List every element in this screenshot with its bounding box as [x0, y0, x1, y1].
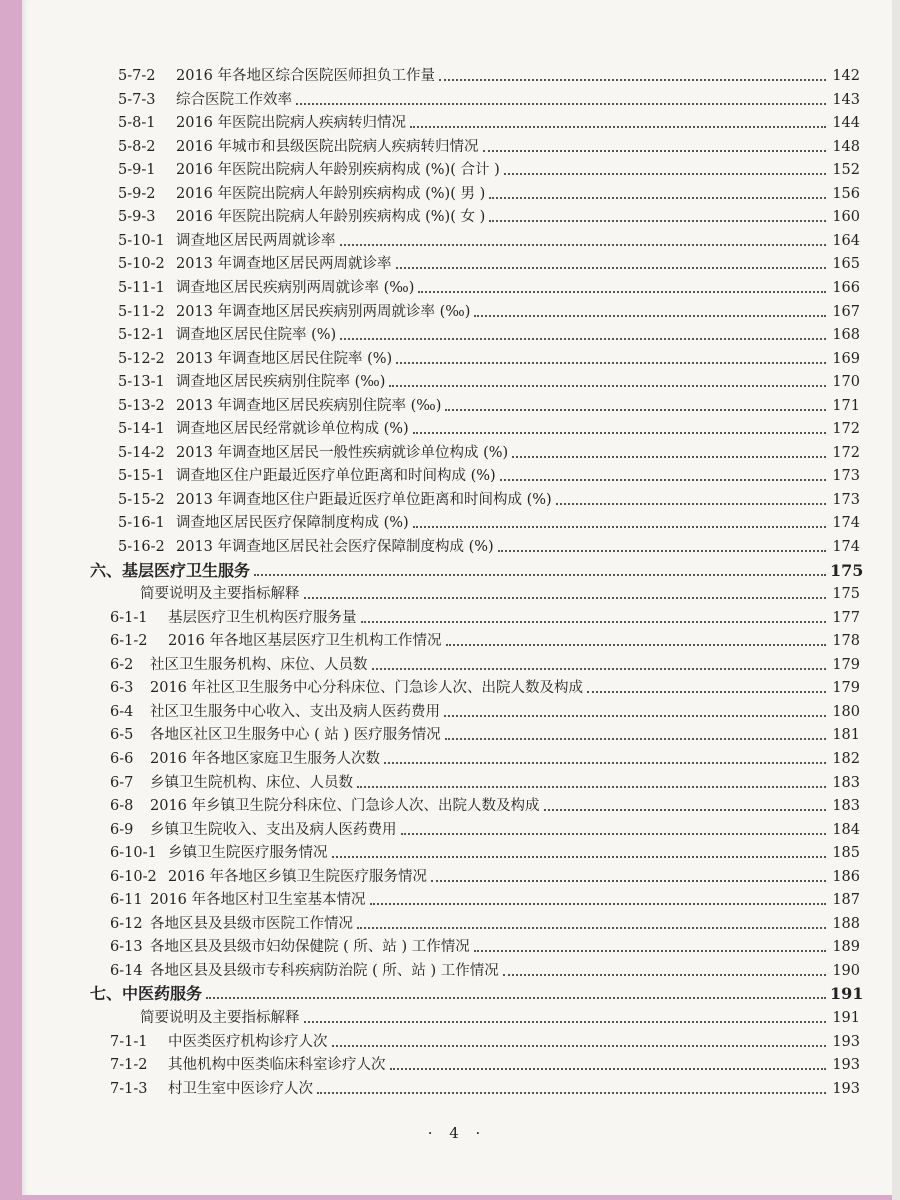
dot-leader — [332, 855, 827, 858]
toc-page-number: 186 — [832, 868, 860, 885]
toc-entry[interactable] — [110, 865, 860, 887]
dot-leader — [296, 102, 826, 105]
toc-page-number: 184 — [832, 821, 860, 838]
toc-entry-number: 5-9-1 — [118, 162, 156, 179]
toc-entry-number: 6-5 — [110, 727, 134, 744]
toc-entry[interactable] — [110, 935, 860, 957]
toc-entry-title: 调查地区居民经常就诊单位构成 (%) — [176, 421, 409, 438]
toc-entry[interactable] — [110, 771, 860, 793]
toc-page-number: 174 — [832, 515, 860, 532]
toc-entry-number: 5-8-2 — [118, 138, 156, 155]
toc-section-heading[interactable] — [90, 559, 864, 581]
toc-entry[interactable] — [110, 629, 860, 651]
dot-leader — [500, 478, 826, 481]
toc-entry-title: 2016 年各地区家庭卫生服务人次数 — [150, 750, 381, 767]
toc-entry-number: 6-1-1 — [110, 609, 148, 626]
toc-entry-title: 2013 年调查地区居民疾病别两周就诊率 (‰) — [176, 303, 471, 320]
toc-entry[interactable] — [110, 1053, 860, 1075]
toc-entry-label — [90, 984, 202, 1004]
toc-entry-number: 5-12-2 — [118, 350, 165, 367]
toc-entry[interactable] — [118, 111, 860, 133]
toc-entry[interactable] — [110, 959, 860, 981]
toc-entry[interactable] — [118, 441, 860, 463]
toc-entry-title: 七、中医药服务 — [90, 984, 203, 1004]
toc-entry[interactable] — [140, 1006, 860, 1028]
toc-page-number: 167 — [832, 303, 860, 320]
dot-leader — [304, 596, 827, 599]
toc-entry-number: 6-8 — [110, 798, 134, 815]
toc-entry-title: 乡镇卫生院机构、床位、人员数 — [150, 774, 353, 791]
toc-page-number: 143 — [832, 91, 860, 108]
toc-entry[interactable] — [118, 535, 860, 557]
toc-entry-title: 六、基层医疗卫生服务 — [90, 560, 251, 580]
toc-entry-number: 5-13-1 — [118, 374, 165, 391]
dot-leader — [413, 431, 826, 434]
toc-entry-title: 社区卫生服务中心收入、支出及病人医药费用 — [150, 703, 440, 720]
toc-entry[interactable] — [110, 700, 860, 722]
toc-page-number: 152 — [832, 162, 860, 179]
toc-entry[interactable] — [118, 511, 860, 533]
toc-entry-label — [110, 655, 368, 675]
toc-entry[interactable] — [118, 205, 860, 227]
toc-page-number: 171 — [832, 397, 860, 414]
document-page — [22, 0, 892, 1195]
toc-entry-number: 5-9-3 — [118, 209, 156, 226]
toc-page-number: 183 — [832, 798, 860, 815]
toc-entry[interactable] — [110, 912, 860, 934]
toc-entry-number: 6-3 — [110, 680, 134, 697]
dot-leader — [439, 78, 826, 81]
dot-leader — [413, 525, 826, 528]
page-edge — [892, 0, 900, 1200]
toc-page-number: 191 — [832, 1010, 860, 1026]
dot-leader — [332, 1044, 827, 1047]
dot-leader — [489, 196, 826, 199]
toc-entry-title: 2016 年医院出院病人年龄别疾病构成 (%)( 女 ) — [176, 209, 486, 226]
toc-entry-label — [110, 961, 499, 981]
toc-entry-title: 社区卫生服务机构、床位、人员数 — [150, 656, 368, 673]
toc-entry-number: 6-12 — [110, 915, 143, 932]
toc-entry-title: 2013 年调查地区住户距最近医疗单位距离和时间构成 (%) — [176, 491, 552, 508]
page-number: · 4 · — [427, 1124, 487, 1142]
dot-leader — [474, 314, 826, 317]
toc-entry-label — [118, 90, 292, 110]
toc-entry[interactable] — [110, 1030, 860, 1052]
dot-leader — [396, 361, 826, 364]
toc-entry-number: 6-1-2 — [110, 633, 148, 650]
toc-page-number: 188 — [832, 915, 860, 932]
toc-entry[interactable] — [118, 417, 860, 439]
toc-entry-title: 调查地区居民医疗保障制度构成 (%) — [176, 515, 409, 532]
dot-leader — [396, 266, 826, 269]
toc-page-number: 166 — [832, 279, 860, 296]
toc-entry[interactable] — [118, 135, 860, 157]
toc-entry[interactable] — [118, 64, 860, 86]
toc-entry[interactable] — [110, 653, 860, 675]
toc-entry-title: 2016 年医院出院病人年龄别疾病构成 (%)( 男 ) — [176, 185, 486, 202]
toc-page-number: 179 — [832, 680, 860, 697]
toc-entry-title: 乡镇卫生院医疗服务情况 — [168, 845, 328, 862]
toc-entry-number: 5-8-1 — [118, 115, 156, 132]
dot-leader — [512, 455, 826, 458]
toc-entry-title: 调查地区居民两周就诊率 — [176, 232, 336, 249]
toc-entry-title: 调查地区居民住院率 (%) — [176, 327, 337, 344]
toc-entry-label — [118, 231, 336, 251]
dot-leader — [498, 549, 826, 552]
toc-entry[interactable] — [110, 794, 860, 816]
toc-page-number: 191 — [830, 984, 864, 1004]
dot-leader — [304, 1020, 827, 1023]
toc-entry-number: 5-12-1 — [118, 327, 165, 344]
toc-page-number: 175 — [832, 586, 860, 603]
toc-entry-label — [110, 631, 442, 651]
toc-entry-title: 基层医疗卫生机构医疗服务量 — [168, 609, 357, 626]
toc-page-number: 168 — [832, 327, 860, 344]
dot-leader — [206, 996, 826, 999]
toc-entry-number: 5-7-2 — [118, 68, 156, 84]
toc-entry-title: 调查地区居民疾病别住院率 (‰) — [176, 374, 386, 391]
toc-entry-title: 调查地区住户距最近医疗单位距离和时间构成 (%) — [176, 468, 496, 485]
dot-leader — [587, 690, 826, 693]
toc-entry-label — [110, 725, 441, 745]
toc-page-number: 181 — [832, 727, 860, 744]
toc-entry-number: 5-15-1 — [118, 468, 165, 485]
toc-page-number: 183 — [832, 774, 860, 791]
toc-entry-number: 5-10-2 — [118, 256, 165, 273]
toc-page-number: 178 — [832, 633, 860, 650]
toc-entry-title: 各地区社区卫生服务中心 ( 站 ) 医疗服务情况 — [150, 727, 441, 744]
toc-entry-title: 各地区县及县级市专科疾病防治院 ( 所、站 ) 工作情况 — [150, 962, 499, 979]
toc-entry[interactable] — [110, 888, 860, 910]
toc-entry-label — [90, 561, 250, 581]
dot-leader — [556, 502, 826, 505]
dot-leader — [372, 667, 827, 670]
toc-page-number: 148 — [832, 138, 860, 155]
toc-entry-title: 2016 年医院出院病人年龄别疾病构成 (%)( 合计 ) — [176, 162, 500, 179]
toc-entry-number: 5-11-1 — [118, 279, 165, 296]
dot-leader — [357, 926, 826, 929]
toc-entry-label — [118, 184, 485, 204]
toc-entry-label — [118, 113, 406, 133]
toc-entry-number: 6-7 — [110, 774, 134, 791]
toc-entry-label — [118, 66, 435, 86]
toc-entry-number: 6-10-2 — [110, 868, 157, 885]
toc-entry-label — [110, 678, 583, 698]
toc-page-number: 193 — [832, 1057, 860, 1074]
toc-entry-number: 6-14 — [110, 962, 143, 979]
toc-entry-title: 2013 年调查地区居民一般性疾病就诊单位构成 (%) — [176, 444, 509, 461]
toc-entry-title: 乡镇卫生院收入、支出及病人医药费用 — [150, 821, 397, 838]
toc-entry-number: 5-14-2 — [118, 444, 165, 461]
dot-leader — [401, 832, 827, 835]
toc-entry[interactable] — [110, 818, 860, 840]
toc-page-number: 156 — [832, 185, 860, 202]
toc-entry-label — [140, 1008, 300, 1028]
dot-leader — [317, 1091, 826, 1094]
toc-entry-title: 2016 年城市和县级医院出院病人疾病转归情况 — [176, 138, 479, 155]
dot-leader — [361, 620, 827, 623]
toc-page-number: 164 — [832, 232, 860, 249]
toc-entry-title: 调查地区居民疾病别两周就诊率 (‰) — [176, 279, 415, 296]
toc-entry[interactable] — [118, 370, 860, 392]
dot-leader — [431, 879, 826, 882]
toc-entry-label — [118, 137, 479, 157]
toc-entry-number: 7-1-3 — [110, 1080, 148, 1097]
toc-entry-number: 6-9 — [110, 821, 134, 838]
toc-entry-label — [110, 773, 353, 793]
toc-entry-label — [110, 1032, 328, 1052]
toc-page-number: 172 — [832, 444, 860, 461]
toc-entry-number: 5-11-2 — [118, 303, 165, 320]
toc-entry-label — [118, 537, 494, 557]
toc-entry-label — [110, 1055, 386, 1075]
toc-entry[interactable] — [118, 276, 860, 298]
toc-entry-label — [110, 608, 357, 628]
toc-page-number: 169 — [832, 350, 860, 367]
dot-leader — [410, 125, 826, 128]
toc-entry-label — [110, 796, 540, 816]
toc-entry-label — [118, 254, 392, 274]
toc-entry-label — [118, 325, 336, 345]
toc-entry[interactable] — [118, 323, 860, 345]
toc-entry[interactable] — [118, 88, 860, 110]
toc-entry-label — [110, 890, 366, 910]
toc-entry-label — [118, 349, 392, 369]
toc-entry-title: 村卫生室中医诊疗人次 — [168, 1080, 313, 1097]
toc-entry-label — [118, 207, 485, 227]
toc-entry[interactable] — [118, 182, 860, 204]
toc-entry[interactable] — [118, 252, 860, 274]
toc-entry-label — [110, 867, 427, 887]
toc-page-number: 165 — [832, 256, 860, 273]
toc-entry-title: 2013 年调查地区居民两周就诊率 — [176, 256, 392, 273]
toc-entry[interactable] — [110, 676, 860, 698]
dot-leader — [445, 408, 826, 411]
toc-entry-number: 5-7-3 — [118, 91, 156, 108]
toc-entry-label — [118, 302, 470, 322]
toc-entry-title: 2016 年各地区综合医院医师担负工作量 — [176, 68, 436, 84]
toc-entry-number: 7-1-2 — [110, 1057, 148, 1074]
toc-page-number: 180 — [832, 703, 860, 720]
toc-entry-label — [110, 937, 470, 957]
toc-entry-title: 其他机构中医类临床科室诊疗人次 — [168, 1057, 386, 1074]
toc-entry-number: 5-14-1 — [118, 421, 165, 438]
toc-entry-number: 5-9-2 — [118, 185, 156, 202]
toc-entry-title: 2016 年各地区基层医疗卫生机构工作情况 — [168, 633, 442, 650]
toc-page-number: 144 — [832, 115, 860, 132]
toc-entry-number: 6-2 — [110, 656, 134, 673]
toc-entry[interactable] — [118, 464, 860, 486]
dot-leader — [418, 290, 826, 293]
dot-leader — [544, 808, 826, 811]
toc-entry[interactable] — [118, 394, 860, 416]
toc-entry-number: 5-10-1 — [118, 232, 165, 249]
toc-entry-label — [110, 1079, 313, 1099]
dot-leader — [340, 243, 827, 246]
toc-entry-number: 5-16-2 — [118, 539, 165, 555]
toc-page-number: 173 — [832, 468, 860, 485]
toc-page-number: 160 — [832, 209, 860, 226]
toc-entry-label — [110, 914, 353, 934]
dot-leader — [340, 337, 826, 340]
toc-entry-number: 6-11 — [110, 892, 143, 909]
toc-entry-title: 2013 年调查地区居民疾病别住院率 (‰) — [176, 397, 442, 414]
toc-entry-title: 简要说明及主要指标解释 — [140, 1010, 300, 1026]
toc-entry-number: 6-13 — [110, 939, 143, 956]
toc-page-number: 182 — [832, 750, 860, 767]
toc-entry-title: 2013 年调查地区居民住院率 (%) — [176, 350, 393, 367]
toc-entry-title: 2016 年各地区村卫生室基本情况 — [150, 892, 366, 909]
toc-entry-number: 5-16-1 — [118, 515, 165, 532]
dot-leader — [444, 714, 826, 717]
toc-page-number: 187 — [832, 892, 860, 909]
toc-page-number: 177 — [832, 609, 860, 626]
toc-entry-number: 5-15-2 — [118, 491, 165, 508]
toc-entry-label — [118, 396, 441, 416]
dot-leader — [390, 1067, 827, 1070]
toc-entry[interactable] — [110, 723, 860, 745]
toc-entry-title: 简要说明及主要指标解释 — [140, 586, 300, 603]
toc-page-number: 175 — [830, 560, 864, 580]
toc-entry-title: 各地区县及县级市妇幼保健院 ( 所、站 ) 工作情况 — [150, 939, 470, 956]
dot-leader — [446, 643, 826, 646]
toc-entry[interactable] — [118, 229, 860, 251]
toc-entry[interactable] — [110, 747, 860, 769]
toc-entry[interactable] — [118, 300, 860, 322]
toc-entry-label — [110, 749, 380, 769]
toc-entry-label — [118, 466, 496, 486]
toc-page-number: 172 — [832, 421, 860, 438]
toc-entry-label — [110, 843, 328, 863]
toc-entry-title: 2013 年调查地区居民社会医疗保障制度构成 (%) — [176, 539, 494, 555]
toc-entry-number: 6-6 — [110, 750, 134, 767]
toc-entry-label — [140, 584, 300, 604]
toc-entry-label — [118, 513, 409, 533]
toc-page-number: 190 — [832, 962, 860, 979]
toc-entry-label — [110, 820, 397, 840]
toc-entry-number: 6-10-1 — [110, 845, 157, 862]
toc-entry-label — [118, 278, 414, 298]
toc-entry[interactable] — [118, 488, 860, 510]
toc-entry-title: 2016 年医院出院病人疾病转归情况 — [176, 115, 407, 132]
dot-leader — [445, 737, 826, 740]
dot-leader — [483, 149, 826, 152]
toc-page-number: 170 — [832, 374, 860, 391]
toc-entry[interactable] — [110, 1077, 860, 1099]
toc-page-number: 174 — [832, 539, 860, 555]
toc-entry-title: 2016 年各地区乡镇卫生院医疗服务情况 — [168, 868, 428, 885]
toc-page-number: 193 — [832, 1080, 860, 1097]
toc-entry-number: 6-4 — [110, 703, 134, 720]
toc-entry-number: 7-1-1 — [110, 1033, 148, 1050]
dot-leader — [254, 573, 826, 576]
toc-entry[interactable] — [110, 606, 860, 628]
toc-entry-title: 综合医院工作效率 — [176, 91, 292, 108]
toc-page-number: 193 — [832, 1033, 860, 1050]
toc-entry-label — [118, 490, 552, 510]
toc-entry[interactable] — [118, 347, 860, 369]
dot-leader — [504, 172, 826, 175]
toc-entry-title: 2016 年社区卫生服务中心分科床位、门急诊人次、出院人数及构成 — [150, 680, 584, 697]
dot-leader — [384, 761, 826, 764]
dot-leader — [503, 973, 826, 976]
dot-leader — [474, 949, 826, 952]
toc-entry[interactable] — [118, 158, 860, 180]
toc-entry-title: 中医类医疗机构诊疗人次 — [168, 1033, 328, 1050]
toc-entry-title: 各地区县及县级市医院工作情况 — [150, 915, 353, 932]
dot-leader — [389, 384, 826, 387]
dot-leader — [370, 902, 826, 905]
toc-entry[interactable] — [140, 582, 860, 604]
dot-leader — [357, 785, 826, 788]
toc-entry[interactable] — [110, 841, 860, 863]
toc-entry-label — [118, 443, 508, 463]
toc-page-number: 173 — [832, 491, 860, 508]
toc-page-number: 185 — [832, 845, 860, 862]
toc-entry-label — [118, 160, 500, 180]
dot-leader — [489, 219, 826, 222]
toc-entry-label — [110, 702, 440, 722]
toc-page-number: 142 — [832, 68, 860, 84]
toc-entry-label — [118, 372, 385, 392]
toc-page-number: 189 — [832, 939, 860, 956]
toc-entry-title: 2016 年乡镇卫生院分科床位、门急诊人次、出院人数及构成 — [150, 798, 540, 815]
toc-section-heading[interactable] — [90, 982, 864, 1004]
toc-entry-label — [118, 419, 409, 439]
toc-entry-number: 5-13-2 — [118, 397, 165, 414]
toc-page-number: 179 — [832, 656, 860, 673]
